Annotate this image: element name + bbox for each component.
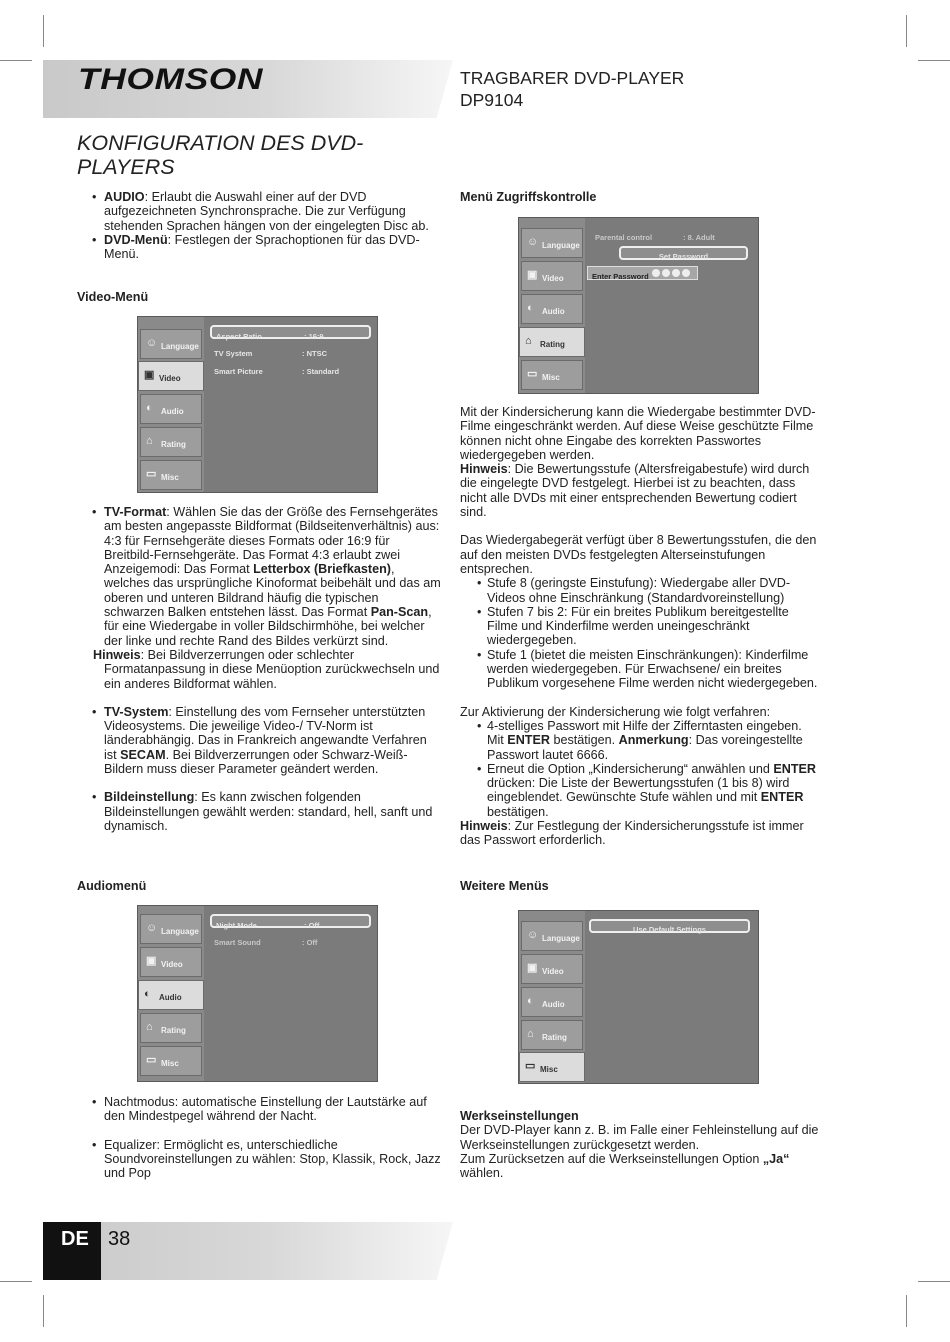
- lock-icon: ⌂: [527, 1028, 534, 1040]
- audio-menu-screenshot: [137, 905, 378, 1082]
- menu-row: Smart Picture : Standard: [214, 367, 340, 376]
- level-item: • Stufe 1 (bietet die meisten Einschränkungen): Kinderfilme werden wiedergegeben. Für Erwachsene/ ein breites Publikum vorgesehene Filme werden nicht wiedergegeben.: [460, 648, 820, 691]
- crop-mark: [0, 1281, 32, 1282]
- tab-audio: ◐ Audio: [521, 294, 583, 324]
- werk-heading: Werkseinstellungen: [460, 1109, 579, 1123]
- menu-row: TV System : NTSC: [214, 349, 327, 358]
- enter-password-row: Enter Password: [587, 266, 698, 280]
- tab-audio: ◐ Audio: [140, 394, 202, 424]
- left-intro: [77, 190, 442, 261]
- set-password-row: Set Password: [619, 246, 748, 260]
- lock-icon: ⌂: [525, 335, 532, 347]
- tab-video: ▣ Video: [138, 361, 204, 391]
- tab-rating: ⌂ Rating: [521, 1020, 583, 1050]
- tab-rating: ⌂ Rating: [140, 1013, 202, 1043]
- language-icon: ☺: [527, 236, 539, 248]
- tab-language: ☺ Language: [140, 329, 202, 359]
- access-heading: Menü Zugriffskontrolle: [460, 190, 597, 204]
- tab-language: ☺ Language: [521, 921, 583, 951]
- crop-mark: [43, 1295, 44, 1327]
- video-icon: ▣: [146, 955, 157, 967]
- footer-band: [43, 1222, 453, 1280]
- default-settings-row: Use Default Settings: [589, 919, 750, 933]
- rating-menu-screenshot: [518, 217, 759, 394]
- werk-text: [460, 1109, 820, 1180]
- audio-text: [77, 1095, 442, 1180]
- werk-paragraph-2: Zum Zurücksetzen auf die Werkseinstellungen Option „Ja“ wählen.: [460, 1151, 790, 1181]
- tab-audio: ◐ Audio: [521, 987, 583, 1017]
- menu-row: Night Mode : Off: [210, 914, 371, 928]
- product-name: [460, 67, 684, 111]
- tab-video: ▣ Video: [521, 261, 583, 291]
- crop-mark: [906, 1295, 907, 1327]
- audio-heading: Audiomenü: [77, 879, 147, 893]
- hinweis-1: Hinweis: Bei Bildverzerrungen oder schlechter Formatanpassung in diese Menüoption zurückwechseln und ein anderes Bildformat wählen.: [93, 647, 440, 691]
- misc-menu-screenshot: [518, 910, 759, 1084]
- language-badge: DE: [43, 1222, 101, 1280]
- step-item: • 4-stelliges Passwort mit Hilfe der Zifferntasten eingeben. Mit ENTER bestätigen. Anmerkung: Das voreingestellte Passwort lautet 6666.: [460, 719, 820, 762]
- werk-paragraph-1: Der DVD-Player kann z. B. im Falle einer Fehleinstellung auf die Werkseinstellungen zurückgesetzt werden.: [460, 1123, 819, 1152]
- step-item: • Erneut die Option „Kindersicherung“ anwählen und ENTER drücken: Die Liste der Bewertungsstufen (1 bis 8) wird eingeblendet. Gewünschte Stufe wählen und mit ENTER bestätigen.: [460, 762, 820, 819]
- equalizer-item: • Equalizer: Ermöglicht es, unterschiedliche Soundvoreinstellungen zu wählen: Stop, Klassik, Rock, Jazz und Pop: [77, 1138, 442, 1181]
- tab-misc: ▭ Misc: [519, 1052, 585, 1082]
- dvdmenu-item: • DVD-Menü: Festlegen der Sprachoptionen für das DVD-Menü.: [77, 233, 442, 262]
- product-model: DP9104: [460, 90, 524, 110]
- hinweis-3: Hinweis: Zur Festlegung der Kindersicherungsstufe ist immer das Passwort erforderlich.: [460, 819, 804, 848]
- lock-icon: ⌂: [146, 435, 153, 447]
- tab-audio: ◐ Audio: [138, 980, 204, 1010]
- misc-icon: ▭: [527, 368, 538, 380]
- tab-rating: ⌂ Rating: [519, 327, 585, 357]
- lock-icon: ⌂: [146, 1021, 153, 1033]
- language-icon: ☺: [146, 922, 158, 934]
- tab-video: ▣ Video: [140, 947, 202, 977]
- audio-icon: ◐: [144, 988, 151, 1000]
- tab-language: ☺ Language: [521, 228, 583, 258]
- audio-icon: ◐: [146, 402, 153, 414]
- tv-format-item: • TV-Format: Wählen Sie das der Größe des Fernsehgerätes am besten angepasste Bildformat (Bildseitenverhältnis) aus: 4:3 für Fernsehgeräte dieses Formats oder 16:9 für Breitbild-Fernsehgeräte. Das Format 4:3 erlaubt zwei Anzeigemodi: Das Format Letterbox (Briefkasten), welches das ursprüngliche Kinoformat beibehält und das am oberen und unteren Bildrand häufig die typischen schwarzen Balken entstehen lässt. Das Format Pan-Scan, für eine Wiedergabe in voller Bildschirmhöhe, bei welcher der linke und rechte Rand des Bildes verkürzt sind.: [77, 505, 442, 648]
- bildeinstellung-item: • Bildeinstellung: Es kann zwischen folgenden Bildeinstellungen gewählt werden: standard, hell, sanft und dynamisch.: [77, 790, 442, 833]
- tv-system-item: • TV-System: Einstellung des vom Fernseher unterstützten Videosystems. Die jeweilige Video-/ TV-Norm ist länderabhängig. Das in Frankreich angewandte Verfahren ist SECAM. Bei Bildverzerrungen oder Schwarz-Weiß-Bildern muss dieser Parameter geändert werden.: [77, 705, 442, 776]
- tab-language: ☺ Language: [140, 914, 202, 944]
- crop-mark: [918, 1281, 950, 1282]
- video-heading: Video-Menü: [77, 290, 149, 304]
- video-text: [77, 505, 442, 833]
- tab-misc: ▭ Misc: [521, 360, 583, 390]
- menu-row: Parental control : 8. Adult: [595, 233, 715, 242]
- video-menu-screenshot: [137, 316, 378, 493]
- page-number: 38: [108, 1228, 131, 1250]
- audio-item: • AUDIO: Erlaubt die Auswahl einer auf der DVD aufgezeichneten Synchronsprache. Die zur Verfügung stehenden Sprachen hängen von der eingelegten Disc ab.: [77, 190, 442, 233]
- crop-mark: [43, 15, 44, 47]
- video-icon: ▣: [144, 369, 155, 381]
- rating-intro: Mit der Kindersicherung kann die Wiedergabe bestimmter DVD-Filme eingeschränkt werden. Auf diese Weise geschützte Filme können nicht ohne Eingabe des korrekten Passwortes wiedergegeben werden.: [460, 405, 816, 462]
- nachtmodus-item: • Nachtmodus: automatische Einstellung der Lautstärke auf den Mindestpegel während der Nacht.: [77, 1095, 442, 1124]
- audio-icon: ◐: [527, 302, 534, 314]
- level-item: • Stufe 8 (geringste Einstufung): Wiedergabe aller DVD-Videos ohne Einschränkung (Standardvoreinstellung): [460, 576, 820, 605]
- menu-row: Smart Sound : Off: [214, 938, 318, 947]
- more-heading: Weitere Menüs: [460, 879, 549, 893]
- level-item: • Stufen 7 bis 2: Für ein breites Publikum bereitgestellte Filme und Kinderfilme werden uneingeschränkt wiedergegeben.: [460, 605, 820, 648]
- misc-icon: ▭: [525, 1060, 536, 1072]
- page-title: KONFIGURATION DES DVD-PLAYERS: [77, 131, 364, 179]
- audio-icon: ◐: [527, 995, 534, 1007]
- video-icon: ▣: [527, 962, 538, 974]
- product-line1: TRAGBARER DVD-PLAYER: [460, 68, 685, 88]
- misc-icon: ▭: [146, 468, 157, 480]
- video-icon: ▣: [527, 269, 538, 281]
- activation-intro: Zur Aktivierung der Kindersicherung wie folgt verfahren:: [460, 704, 771, 719]
- crop-mark: [0, 60, 32, 61]
- brand-logo: THOMSON: [78, 63, 264, 96]
- language-icon: ☺: [146, 337, 158, 349]
- tab-rating: ⌂ Rating: [140, 427, 202, 457]
- rating-levels-intro: Das Wiedergabegerät verfügt über 8 Bewertungsstufen, die den auf den meisten DVDs festgelegten Alterseinstufungen entsprechen.: [460, 533, 817, 576]
- language-icon: ☺: [527, 929, 539, 941]
- hinweis-2: Hinweis: Die Bewertungsstufe (Altersfreigabestufe) wird durch die eingelegte DVD festgelegt. Hierbei ist zu beachten, dass nicht alle DVDs mit einer entsprechenden Bewertung codiert sind.: [460, 462, 810, 520]
- tab-misc: ▭ Misc: [140, 1046, 202, 1076]
- crop-mark: [918, 60, 950, 61]
- tab-misc: ▭ Misc: [140, 460, 202, 490]
- tab-video: ▣ Video: [521, 954, 583, 984]
- rating-text: [460, 405, 820, 848]
- crop-mark: [906, 15, 907, 47]
- menu-row: Aspect Ratio : 16:9: [210, 325, 371, 339]
- misc-icon: ▭: [146, 1054, 157, 1066]
